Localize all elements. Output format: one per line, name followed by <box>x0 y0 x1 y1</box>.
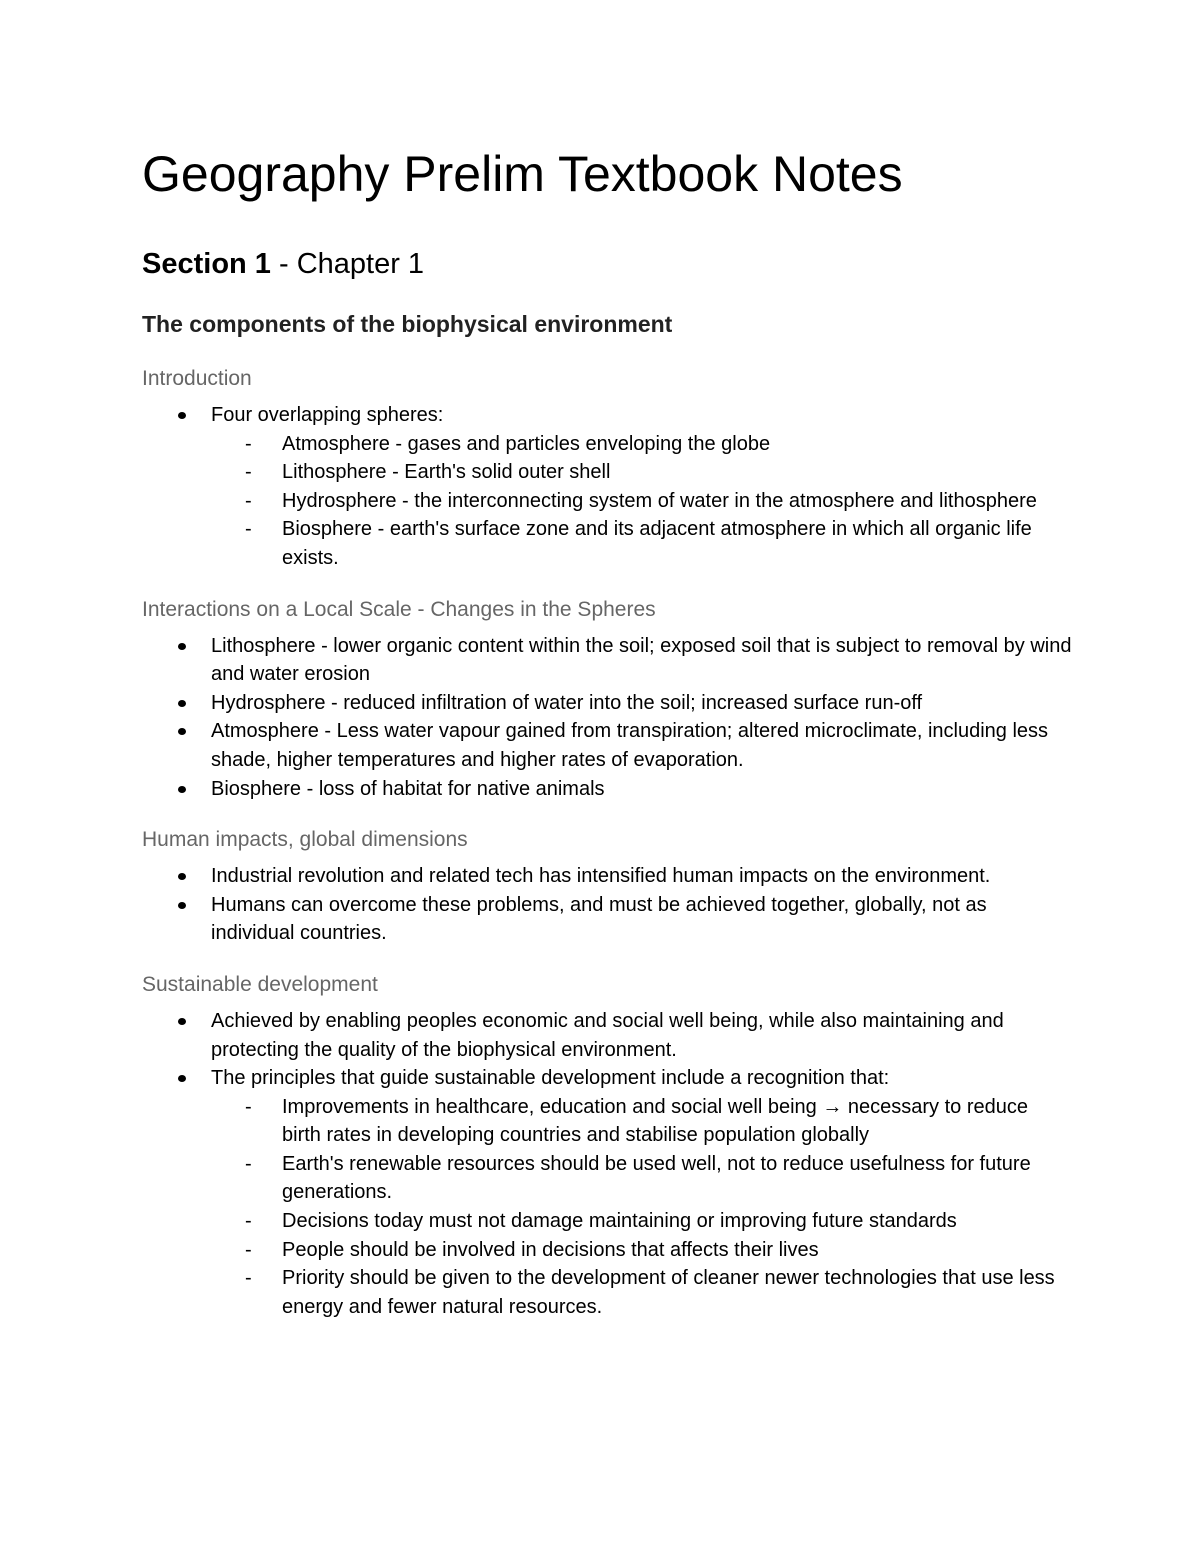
sustainable-block <box>142 970 1072 1322</box>
dash-icon: - <box>245 489 252 512</box>
bullet-icon <box>178 700 186 707</box>
list-item <box>142 401 1072 573</box>
sub-list-item-text: Lithosphere - Earth's solid outer shell <box>282 461 611 484</box>
dash-icon: - <box>245 1152 252 1175</box>
sub-list-item <box>211 1093 1072 1150</box>
sustainable-heading: Sustainable development <box>142 972 378 996</box>
list-item <box>142 689 1072 718</box>
list-item-text: Four overlapping spheres: <box>211 404 444 426</box>
sub-list-item-text: Decisions today must not damage maintaining or improving future standards <box>282 1210 957 1233</box>
list-item-text: Achieved by enabling peoples economic and social well being, while also maintaining and protecting the quality of the biophysical environment. <box>211 1009 1004 1061</box>
intro-block <box>142 364 1072 573</box>
bullet-icon <box>178 786 186 793</box>
sub-list-item-text: People should be involved in decisions that affects their lives <box>282 1238 819 1261</box>
chapter-heading: The components of the biophysical environment <box>142 311 673 337</box>
sustainable-list <box>142 1007 1072 1322</box>
bullet-icon <box>178 728 186 735</box>
dash-icon: - <box>245 1267 252 1290</box>
list-item-text: Biosphere - loss of habitat for native animals <box>211 777 605 800</box>
bullet-icon <box>178 643 186 650</box>
list-item-text: The principles that guide sustainable development include a recognition that: <box>211 1067 890 1090</box>
sub-list-item <box>211 515 1072 572</box>
sub-list-item <box>211 1207 1072 1236</box>
bullet-icon <box>178 902 186 909</box>
dash-icon: - <box>245 518 252 541</box>
human-heading: Human impacts, global dimensions <box>142 828 468 852</box>
list-item-text: Humans can overcome these problems, and must be achieved together, globally, not as individual countries. <box>211 893 987 945</box>
sub-list-item-text: Priority should be given to the development of cleaner newer technologies that use less energy and fewer natural resources. <box>282 1267 1055 1318</box>
dash-icon: - <box>245 1238 252 1261</box>
document-content <box>142 138 1072 1343</box>
sub-list-item-text: Earth's renewable resources should be used well, not to reduce usefulness for future generations. <box>282 1152 1031 1204</box>
dash-icon: - <box>245 1210 252 1233</box>
sub-list-item <box>211 1150 1072 1207</box>
local-list <box>142 632 1072 804</box>
list-item <box>142 862 1072 891</box>
human-list <box>142 862 1072 948</box>
list-item <box>142 717 1072 774</box>
list-item-text: Lithosphere - lower organic content within the soil; exposed soil that is subject to removal by wind and water erosion <box>211 634 1072 686</box>
sub-list-item <box>211 430 1072 459</box>
local-heading: Interactions on a Local Scale - Changes in the Spheres <box>142 597 656 621</box>
bullet-icon <box>178 412 186 419</box>
list-item-text: Industrial revolution and related tech has intensified human impacts on the environment. <box>211 865 991 888</box>
sub-list-item <box>211 1264 1072 1321</box>
sub-list-item <box>211 458 1072 487</box>
list-item <box>142 1007 1072 1064</box>
dash-icon: - <box>245 432 252 455</box>
sub-list-item-text: Atmosphere - gases and particles enveloping the globe <box>282 432 771 455</box>
section-heading <box>142 244 1072 284</box>
bullet-icon <box>178 1075 186 1082</box>
list-item <box>142 775 1072 804</box>
sub-list-item-text: Biosphere - earth's surface zone and its adjacent atmosphere in which all organic life exists. <box>282 518 1032 569</box>
sustainable-sublist <box>211 1093 1072 1322</box>
local-block <box>142 595 1072 804</box>
human-block <box>142 825 1072 948</box>
list-item <box>142 891 1072 948</box>
list-item <box>142 1064 1072 1321</box>
intro-heading: Introduction <box>142 367 252 390</box>
section-label: Section 1 <box>142 248 271 280</box>
intro-sublist <box>211 430 1072 573</box>
sub-list-item <box>211 1236 1072 1265</box>
dash-icon: - <box>245 461 252 484</box>
list-item-text: Atmosphere - Less water vapour gained from transpiration; altered microclimate, including less shade, higher temperatures and higher rates of evaporation. <box>211 720 1049 771</box>
dash-icon: - <box>245 1095 252 1118</box>
list-item <box>142 632 1072 689</box>
bullet-icon <box>178 873 186 880</box>
list-item-text: Hydrosphere - reduced infiltration of water into the soil; increased surface run-off <box>211 691 923 714</box>
bullet-icon <box>178 1018 186 1025</box>
sub-list-item-text: Improvements in healthcare, education and social well being → necessary to reduce birth rates in developing countries and stabilise population globally <box>282 1095 1028 1147</box>
page-title: Geography Prelim Textbook Notes <box>142 146 903 202</box>
sub-list-item-text: Hydrosphere - the interconnecting system of water in the atmosphere and lithosphere <box>282 489 1037 512</box>
section-chapter: - Chapter 1 <box>270 248 425 280</box>
intro-list <box>142 401 1072 573</box>
sub-list-item <box>211 487 1072 516</box>
